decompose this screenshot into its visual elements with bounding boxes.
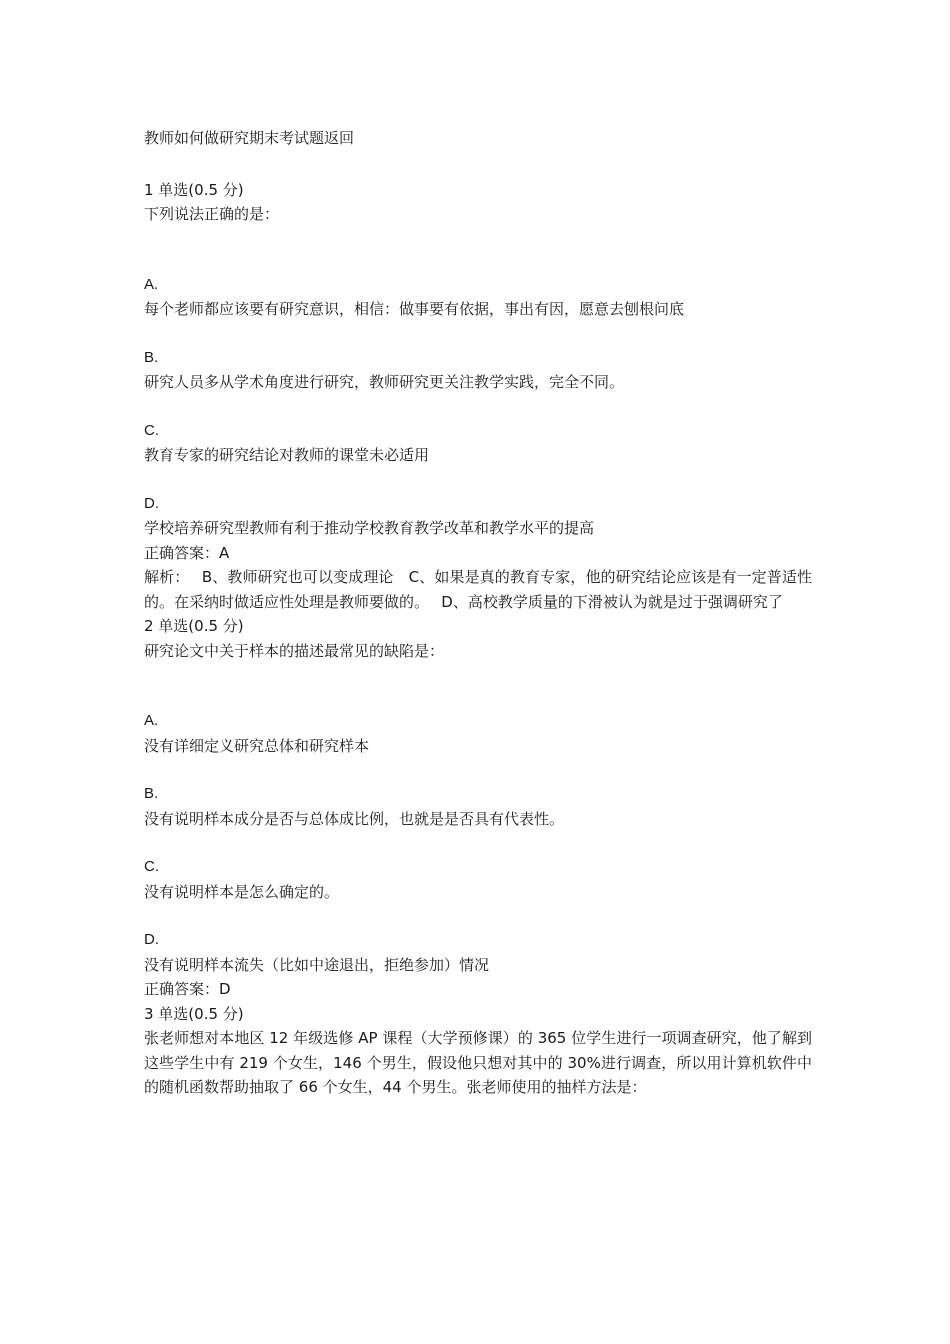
option-text-a: 每个老师都应该要有研究意识，相信：做事要有依据，事出有因，愿意去刨根问底: [144, 300, 685, 318]
question-2: [144, 614, 812, 1002]
document-body: [144, 126, 812, 1100]
correct-answer: 正确答案：A: [144, 543, 230, 562]
question-3: [144, 1002, 812, 1100]
option-text-b: 没有说明样本成分是否与总体成比例，也就是是否具有代表性。: [144, 809, 565, 828]
question-header: 3 单选(0.5 分): [144, 1004, 244, 1023]
document-title: 教师如何做研究期末考试题返回: [144, 129, 355, 147]
option-text-d: 学校培养研究型教师有利于推动学校教育教学改革和教学水平的提高: [144, 519, 595, 537]
correct-answer: 正确答案：D: [144, 980, 231, 998]
option-text-c: 教育专家的研究结论对教师的课堂未必适用: [144, 446, 430, 464]
option-text-d: 没有说明样本流失（比如中途退出，拒绝参加）情况: [144, 955, 490, 974]
option-letter-d: D.: [144, 494, 159, 512]
question-header: 1 单选(0.5 分): [144, 180, 244, 199]
option-letter-c: C.: [144, 858, 159, 875]
option-letter-c: C.: [144, 421, 159, 439]
question-stem: 下列说法正确的是：: [144, 205, 280, 223]
option-text-b: 研究人员多从学术角度进行研究，教师研究更关注教学实践，完全不同。: [144, 373, 625, 391]
question-stem: 张老师想对本地区 12 年级选修 AP 课程（大学预修课）的 365 位学生进行一项调查研究，他了解到这些学生中有 219 个女生，146 个男生，假设他只想对其中的 30%进行调查，所以用计算机软件中的随机函数帮助抽取了 66 个女生，44 个男生。张老师使用的抽样方法是：: [144, 1029, 812, 1096]
option-letter-b: B.: [144, 348, 159, 366]
question-stem: 研究论文中关于样本的描述最常见的缺陷是：: [144, 641, 445, 660]
option-letter-a: A.: [144, 275, 159, 293]
option-text-c: 没有说明样本是怎么确定的。: [144, 882, 340, 901]
option-letter-b: B.: [144, 785, 159, 802]
question-header: 2 单选(0.5 分): [144, 617, 244, 635]
option-letter-d: D.: [144, 931, 159, 948]
option-text-a: 没有详细定义研究总体和研究样本: [144, 736, 370, 755]
answer-analysis: 解析： B、教师研究也可以变成理论 C、如果是真的教育专家，他的研究结论应该是有一定普适性的。在采纳时做适应性处理是教师要做的。 D、高校教学质量的下滑被认为就是过于强调研究了: [144, 568, 812, 611]
option-letter-a: A.: [144, 712, 159, 729]
question-1: [144, 178, 812, 615]
